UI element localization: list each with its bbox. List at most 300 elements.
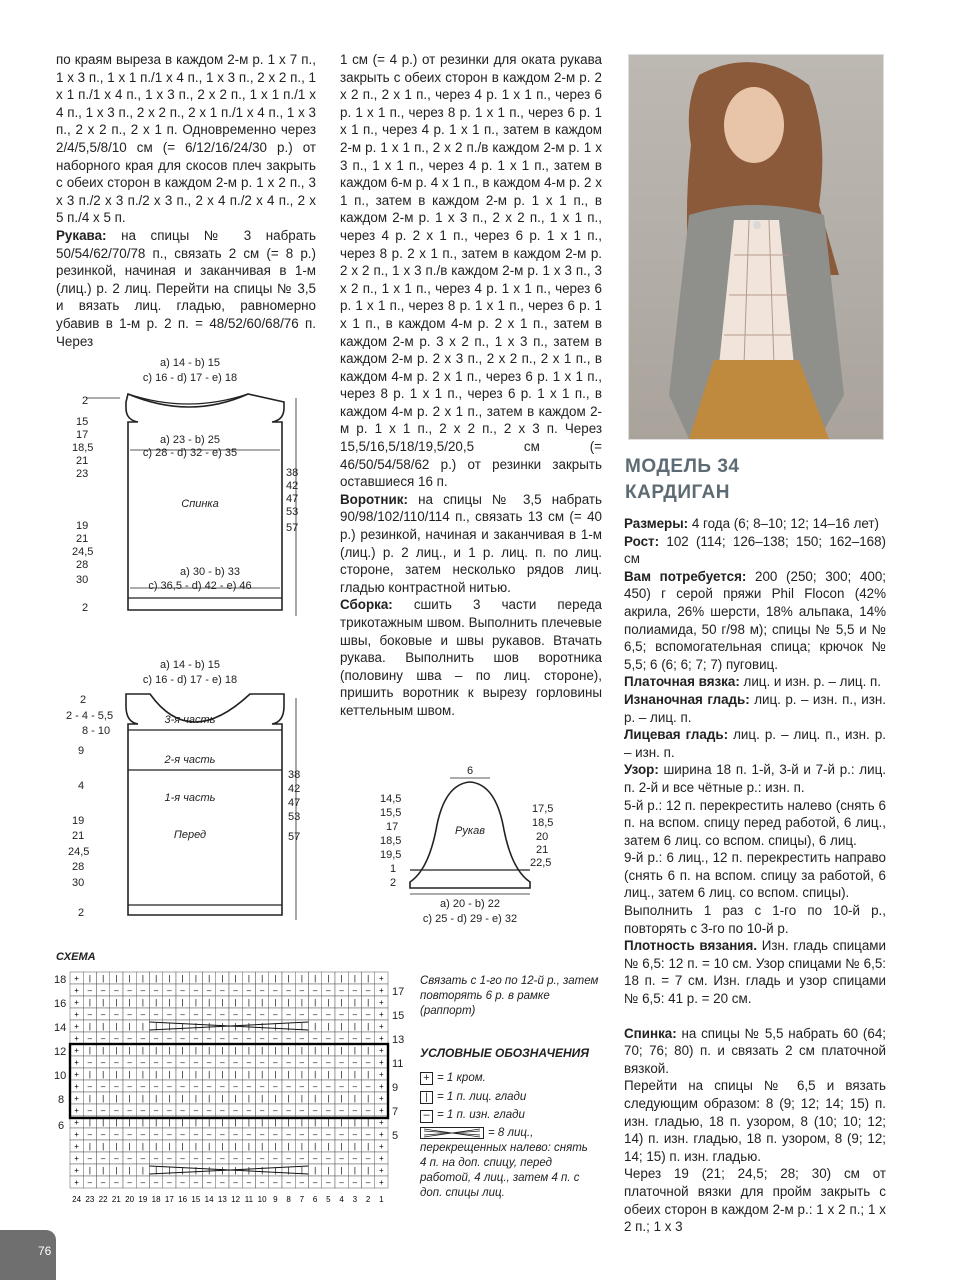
section-label: Платочная вязка:	[624, 674, 740, 690]
stitch-symbol: –	[273, 1154, 278, 1163]
dim-label: a) 20 - b) 22	[440, 898, 500, 910]
stitch-symbol: –	[206, 1178, 212, 1187]
stitch-symbol: |	[208, 974, 211, 983]
dim-label: 21	[76, 455, 89, 467]
dim-label: 6	[466, 765, 474, 777]
stitch-symbol: –	[153, 1034, 159, 1043]
stitch-symbol: –	[286, 986, 291, 995]
stitch-symbol: –	[286, 1178, 291, 1187]
stitch-symbol: +	[74, 1142, 79, 1151]
stitch-symbol: –	[127, 1010, 132, 1019]
stitch-symbol: |	[300, 1022, 303, 1031]
dim-label: 28	[72, 861, 85, 873]
stitch-symbol: –	[193, 1058, 199, 1067]
stitch-symbol: –	[140, 1178, 146, 1187]
stitch-symbol: +	[74, 1058, 79, 1067]
stitch-symbol: |	[300, 1094, 303, 1103]
stitch-symbol: |	[181, 1022, 184, 1031]
stitch-symbol: –	[193, 1034, 199, 1043]
stitch-symbol: |	[327, 1118, 330, 1127]
stitch-symbol: |	[194, 1022, 197, 1031]
stitch-symbol: –	[246, 1010, 252, 1019]
row-number: 15	[392, 1010, 405, 1022]
stitch-symbol: |	[367, 1142, 370, 1151]
stitch-symbol: –	[100, 1082, 106, 1091]
dim-label: 17,5	[532, 803, 554, 815]
stitch-symbol: –	[286, 1106, 291, 1115]
row-number: 7	[392, 1106, 399, 1118]
stitch-symbol: –	[326, 1058, 331, 1067]
column-number: 1	[379, 1195, 384, 1204]
stitch-symbol: |	[287, 1166, 290, 1175]
paragraph	[624, 726, 886, 761]
stitch-symbol: +	[379, 1034, 384, 1043]
dim-label: 18,5	[72, 442, 94, 454]
stitch-symbol: –	[206, 1034, 212, 1043]
edge-stitch-icon: +	[420, 1072, 433, 1085]
stitch-symbol: |	[115, 1022, 118, 1031]
stitch-symbol: |	[128, 1142, 131, 1151]
stitch-symbol: –	[299, 1178, 305, 1187]
stitch-symbol: –	[206, 1154, 212, 1163]
stitch-symbol: –	[286, 1154, 291, 1163]
stitch-symbol: –	[259, 1010, 265, 1019]
stitch-symbol: |	[274, 974, 277, 983]
stitch-symbol: +	[379, 986, 384, 995]
section-label: Размеры:	[624, 516, 689, 531]
stitch-symbol: |	[353, 1142, 356, 1151]
stitch-symbol: –	[140, 1082, 146, 1091]
stitch-symbol: –	[180, 1178, 185, 1187]
section-text: на спицы № 3,5 набрать 90/98/102/110/114 п., связать 13 см (= 40 р.) резинкой, начиная и заканчивая в 1-м (лиц.) р. 2 лиц., и 1 р. лиц. п. по лиц. стороне, затем несколько рядов лиц. гладью контрастной нитью.	[340, 491, 602, 595]
stitch-symbol: |	[88, 1094, 91, 1103]
stitch-symbol: |	[168, 1118, 171, 1127]
stitch-symbol: –	[246, 1034, 252, 1043]
stitch-symbol: |	[155, 1046, 158, 1055]
stitch-symbol: –	[140, 1058, 146, 1067]
stitch-symbol: –	[127, 1034, 132, 1043]
column-number: 23	[85, 1195, 95, 1204]
stitch-symbol: –	[153, 986, 159, 995]
section-text: лиц. р. – изн. п., изн. р. – лиц. п.	[624, 691, 886, 725]
stitch-symbol: –	[233, 1082, 238, 1091]
schema-note: Связать с 1-го по 12-й р., затем повторять 6 р. в рамке (раппорт)	[420, 975, 599, 1017]
stitch-symbol: –	[87, 1034, 93, 1043]
part-label: 1-я часть	[164, 792, 216, 804]
stitch-symbol: |	[287, 1118, 290, 1127]
stitch-symbol: +	[74, 986, 79, 995]
dim-label: 14,5	[380, 793, 402, 805]
dim-label: 53	[288, 811, 301, 823]
text-column-3	[624, 515, 886, 1236]
stitch-symbol: –	[206, 1058, 212, 1067]
stitch-symbol: |	[155, 1070, 158, 1079]
section-label: Рост:	[624, 533, 660, 549]
model-title	[625, 454, 739, 506]
stitch-symbol: –	[299, 986, 305, 995]
stitch-symbol: +	[74, 1178, 79, 1187]
stitch-symbol: |	[128, 1022, 131, 1031]
stitch-symbol: |	[102, 1166, 105, 1175]
stitch-symbol: |	[261, 1070, 264, 1079]
section-label: Изнаночная гладь:	[624, 691, 750, 707]
stitch-symbol: |	[221, 1046, 224, 1055]
column-number: 18	[151, 1195, 161, 1204]
stitch-symbol: –	[246, 1106, 252, 1115]
stitch-symbol: –	[352, 986, 358, 995]
stitch-symbol: |	[141, 1070, 144, 1079]
stitch-symbol: |	[300, 1142, 303, 1151]
stitch-symbol: –	[299, 1034, 305, 1043]
stitch-symbol: |	[261, 998, 264, 1007]
stitch-symbol: |	[208, 1022, 211, 1031]
stitch-symbol: |	[128, 1070, 131, 1079]
stitch-symbol: –	[167, 1178, 172, 1187]
paragraph	[624, 515, 886, 533]
stitch-symbol: –	[246, 1154, 252, 1163]
model-number: МОДЕЛЬ 34	[625, 456, 740, 477]
row-number: 16	[54, 998, 67, 1010]
dim-label: 28	[76, 559, 89, 571]
stitch-symbol: |	[194, 998, 197, 1007]
stitch-symbol: |	[261, 1094, 264, 1103]
row-number: 17	[392, 986, 405, 998]
stitch-symbol: |	[128, 1118, 131, 1127]
stitch-symbol: |	[181, 1166, 184, 1175]
stitch-symbol: –	[233, 1010, 238, 1019]
paragraph	[624, 568, 886, 674]
stitch-symbol: –	[167, 1130, 172, 1139]
purl-stitch-icon: –	[420, 1110, 433, 1123]
column-number: 24	[72, 1195, 82, 1204]
stitch-symbol: |	[141, 1118, 144, 1127]
stitch-symbol: |	[155, 1142, 158, 1151]
stitch-symbol: |	[340, 1022, 343, 1031]
paragraph	[624, 937, 886, 1007]
stitch-symbol: –	[167, 1034, 172, 1043]
paragraph	[624, 691, 886, 726]
stitch-symbol: |	[88, 974, 91, 983]
stitch-symbol: |	[340, 1094, 343, 1103]
column-number: 8	[286, 1195, 291, 1204]
stitch-symbol: |	[221, 1166, 224, 1175]
row-number: 6	[58, 1120, 65, 1132]
dim-label: 57	[288, 831, 301, 843]
stitch-symbol: –	[140, 1106, 146, 1115]
column-numbers	[72, 1195, 384, 1204]
stitch-symbol: |	[247, 998, 250, 1007]
stitch-symbol: +	[74, 1034, 79, 1043]
stitch-symbol: |	[181, 1142, 184, 1151]
stitch-symbol: |	[115, 1166, 118, 1175]
stitch-symbol: |	[168, 1166, 171, 1175]
stitch-symbol: –	[312, 986, 318, 995]
stitch-symbol: –	[352, 1010, 358, 1019]
stitch-symbol: –	[153, 1010, 159, 1019]
column-number: 4	[339, 1195, 344, 1204]
stitch-symbol: |	[168, 1046, 171, 1055]
stitch-symbol: –	[259, 1154, 265, 1163]
stitch-symbol: –	[365, 1178, 371, 1187]
stitch-symbol: +	[74, 1106, 79, 1115]
stitch-symbol: |	[221, 1094, 224, 1103]
stitch-symbol: |	[353, 1022, 356, 1031]
stitch-symbol: –	[87, 986, 93, 995]
stitch-symbol: –	[153, 1058, 159, 1067]
section-text: 102 (114; 126–138; 150; 162–168) см	[624, 533, 886, 567]
stitch-symbol: –	[87, 1010, 93, 1019]
stitch-symbol: |	[247, 974, 250, 983]
stitch-symbol: |	[234, 1022, 237, 1031]
stitch-symbol: |	[261, 1142, 264, 1151]
dim-label: 57	[286, 522, 299, 534]
stitch-symbol: –	[127, 1178, 132, 1187]
stitch-symbol: –	[365, 1130, 371, 1139]
stitch-symbol: –	[114, 1010, 119, 1019]
dim-label: 9	[78, 745, 85, 757]
stitch-symbol: |	[287, 1094, 290, 1103]
stitch-symbol: –	[312, 1082, 318, 1091]
stitch-symbol: –	[220, 1034, 225, 1043]
stitch-symbol: |	[155, 1118, 158, 1127]
stitch-symbol: –	[365, 1154, 371, 1163]
dim-label: 42	[288, 783, 301, 795]
stitch-symbol: |	[234, 1166, 237, 1175]
stitch-symbol: –	[352, 1178, 358, 1187]
stitch-symbol: |	[274, 1142, 277, 1151]
row-number: 9	[392, 1082, 399, 1094]
column-number: 19	[138, 1195, 148, 1204]
page-number: 76	[38, 1244, 52, 1258]
stitch-symbol: +	[379, 1058, 384, 1067]
stitch-symbol: –	[339, 1034, 344, 1043]
stitch-symbol: |	[194, 1070, 197, 1079]
stitch-symbol: –	[100, 1154, 106, 1163]
stitch-symbol: |	[234, 1070, 237, 1079]
stitch-symbol: –	[193, 1130, 199, 1139]
dim-label: 15,5	[380, 807, 402, 819]
stitch-symbol: –	[87, 1106, 93, 1115]
stitch-symbol: +	[74, 1166, 79, 1175]
piece-label: Спинка	[181, 498, 219, 510]
stitch-symbol: |	[261, 1022, 264, 1031]
stitch-symbol: |	[155, 974, 158, 983]
stitch-symbol: |	[314, 998, 317, 1007]
stitch-symbol: |	[261, 1046, 264, 1055]
stitch-symbol: |	[340, 1046, 343, 1055]
paragraph	[340, 596, 602, 719]
stitch-symbol: |	[287, 998, 290, 1007]
stitch-symbol: –	[114, 1106, 119, 1115]
stitch-symbol: |	[221, 1022, 224, 1031]
stitch-symbol: +	[74, 998, 79, 1007]
stitch-symbol: +	[74, 1022, 79, 1031]
stitch-symbol: –	[273, 1082, 278, 1091]
cable-cross-icon	[420, 1127, 484, 1139]
stitch-symbol: +	[379, 1106, 384, 1115]
dim-label: c) 36,5 - d) 42 - e) 46	[148, 580, 252, 592]
stitch-symbol: |	[208, 1142, 211, 1151]
stitch-symbol: –	[312, 1106, 318, 1115]
dim-label: 23	[76, 468, 89, 480]
stitch-symbol: –	[233, 1058, 238, 1067]
stitch-symbol: –	[180, 1010, 185, 1019]
stitch-symbol: |	[353, 998, 356, 1007]
stitch-symbol: –	[352, 1154, 358, 1163]
stitch-symbol: –	[100, 1034, 106, 1043]
paragraph	[624, 1025, 886, 1078]
stitch-symbol: |	[194, 1166, 197, 1175]
stitch-symbol: –	[100, 1010, 106, 1019]
dim-label: 38	[288, 769, 301, 781]
stitch-symbol: |	[340, 998, 343, 1007]
dim-label: 15	[76, 416, 89, 428]
stitch-symbol: |	[221, 1070, 224, 1079]
stitch-symbol: –	[206, 1106, 212, 1115]
stitch-symbol: –	[352, 1058, 358, 1067]
stitch-symbol: |	[340, 974, 343, 983]
stitch-symbol: –	[286, 1130, 291, 1139]
dim-label: 21	[536, 844, 549, 856]
stitch-symbol: –	[220, 1154, 225, 1163]
stitch-symbol: |	[194, 974, 197, 983]
dim-label: 1	[390, 863, 397, 875]
stitch-symbol: –	[246, 1178, 252, 1187]
dim-label: c) 16 - d) 17 - e) 18	[142, 372, 238, 384]
stitch-symbol: –	[140, 986, 146, 995]
column-number: 17	[164, 1195, 174, 1204]
stitch-symbol: |	[367, 1166, 370, 1175]
dim-label: 17	[386, 821, 399, 833]
stitch-symbol: –	[220, 1058, 225, 1067]
stitch-symbol: |	[141, 998, 144, 1007]
stitch-symbol: –	[167, 986, 172, 995]
column-number: 10	[257, 1195, 267, 1204]
stitch-symbol: |	[367, 974, 370, 983]
stitch-symbol: –	[127, 1154, 132, 1163]
front-diagram-svg	[60, 650, 320, 925]
dim-label: a) 14 - b) 15	[160, 659, 220, 671]
stitch-symbol: |	[208, 1070, 211, 1079]
stitch-symbol: –	[312, 1034, 318, 1043]
stitch-symbol: –	[140, 1154, 146, 1163]
stitch-symbol: –	[326, 1010, 331, 1019]
stitch-symbol: –	[273, 1034, 278, 1043]
stitch-symbol: –	[246, 1130, 252, 1139]
stitch-symbol: |	[353, 1046, 356, 1055]
stitch-symbol: –	[246, 1058, 252, 1067]
stitch-symbol: +	[379, 1118, 384, 1127]
legend-purl	[420, 1108, 600, 1123]
stitch-symbol: |	[314, 1022, 317, 1031]
dim-label: a) 23 - b) 25	[160, 434, 220, 446]
stitch-symbol: |	[327, 1166, 330, 1175]
section-text: ширина 18 п. 1-й, 3-й и 7-й р.: лиц. п. 2-й и все чётные р.: изн. п.	[624, 762, 886, 795]
stitch-symbol: +	[74, 1154, 79, 1163]
schema-grid	[70, 972, 388, 1188]
stitch-symbol: |	[194, 1094, 197, 1103]
part-label: 2-я часть	[164, 754, 216, 766]
stitch-symbol: –	[259, 1130, 265, 1139]
stitch-symbol: |	[102, 1094, 105, 1103]
stitch-symbol: –	[259, 1178, 265, 1187]
stitch-symbol: |	[340, 1142, 343, 1151]
stitch-symbol: |	[234, 1118, 237, 1127]
row-number: 18	[54, 974, 67, 986]
stitch-symbol: |	[181, 1070, 184, 1079]
stitch-symbol: +	[379, 1070, 384, 1079]
stitch-symbol: –	[312, 1058, 318, 1067]
stitch-symbol: –	[153, 1106, 159, 1115]
stitch-symbol: –	[365, 1058, 371, 1067]
stitch-symbol: |	[327, 1046, 330, 1055]
stitch-symbol: –	[153, 1178, 159, 1187]
section-label: Сборка:	[340, 597, 393, 613]
stitch-symbol: –	[193, 986, 199, 995]
stitch-symbol: –	[220, 1106, 225, 1115]
stitch-symbol: |	[208, 1094, 211, 1103]
column-number: 7	[299, 1195, 305, 1204]
stitch-symbol: –	[114, 1178, 119, 1187]
stitch-symbol: –	[193, 1106, 199, 1115]
stitch-symbol: +	[379, 1094, 384, 1103]
dim-label: 2	[82, 602, 89, 614]
column-number: 6	[312, 1195, 318, 1204]
stitch-symbol: –	[167, 1082, 172, 1091]
stitch-symbol: |	[314, 1142, 317, 1151]
stitch-symbol: |	[128, 1094, 131, 1103]
row-number: 12	[54, 1046, 67, 1058]
stitch-symbol: |	[234, 1046, 237, 1055]
dim-label: a) 30 - b) 33	[180, 566, 240, 578]
stitch-symbol: –	[206, 1010, 212, 1019]
stitch-symbol: –	[87, 1154, 93, 1163]
stitch-symbol: –	[233, 1178, 238, 1187]
stitch-symbol: +	[379, 998, 384, 1007]
stitch-symbol: |	[102, 1118, 105, 1127]
stitch-symbol: +	[379, 1022, 384, 1031]
stitch-symbol: –	[193, 1154, 199, 1163]
stitch-symbol: –	[87, 1130, 93, 1139]
stitch-symbol: |	[287, 1022, 290, 1031]
stitch-symbol: –	[127, 1106, 132, 1115]
stitch-symbol: |	[88, 998, 91, 1007]
dim-label: 17	[76, 429, 89, 441]
stitch-symbol: |	[168, 998, 171, 1007]
stitch-symbol: |	[168, 1094, 171, 1103]
page-number-tab	[0, 1230, 56, 1280]
dim-label: 24,5	[68, 846, 90, 858]
dim-label: 30	[76, 574, 89, 586]
section-text: на спицы № 5,5 набрать 60 (64; 70; 76; 80) п. и связать 2 см платочной вязкой.	[624, 1025, 886, 1076]
column-number: 11	[244, 1195, 254, 1204]
paragraph	[624, 533, 886, 568]
stitch-symbol: |	[155, 1094, 158, 1103]
stitch-symbol: |	[300, 974, 303, 983]
stitch-symbol: –	[273, 986, 278, 995]
stitch-symbol: |	[141, 1046, 144, 1055]
front-outline	[126, 694, 284, 915]
stitch-symbol: |	[327, 1094, 330, 1103]
stitch-symbol: –	[100, 1058, 106, 1067]
stitch-symbol: |	[247, 1070, 250, 1079]
stitch-symbol: –	[365, 1034, 371, 1043]
stitch-symbol: |	[168, 1142, 171, 1151]
row-number: 8	[58, 1094, 65, 1106]
stitch-symbol: –	[180, 1154, 185, 1163]
stitch-symbol: –	[167, 1106, 172, 1115]
stitch-symbol: –	[352, 1130, 358, 1139]
